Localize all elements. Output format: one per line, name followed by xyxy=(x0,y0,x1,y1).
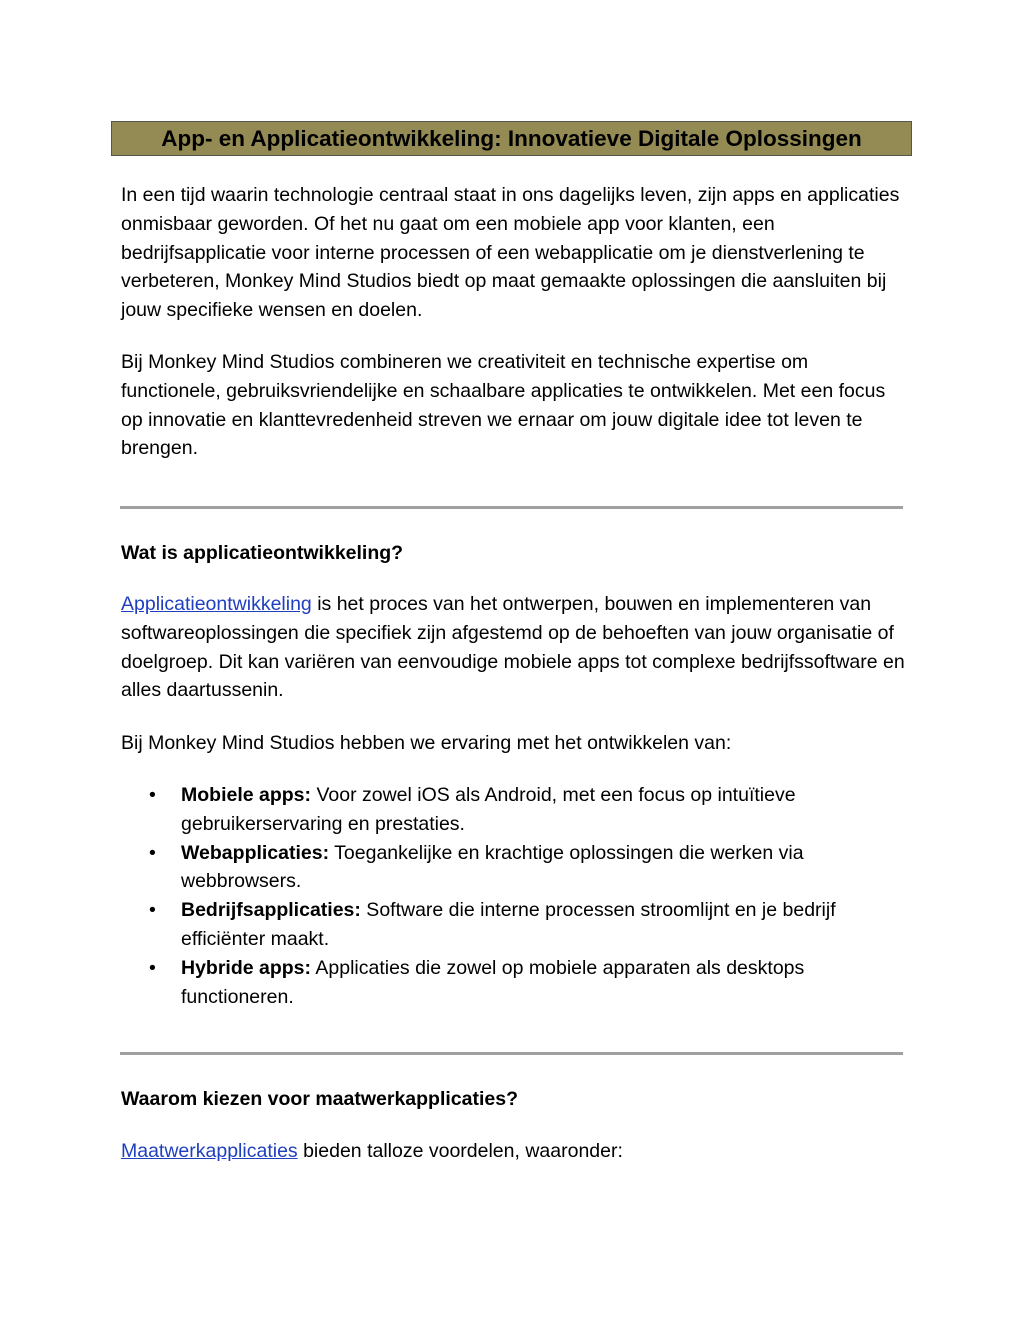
list-item-text: Software die interne processen stroomlijnt en je bedrijf efficiënter maakt. xyxy=(181,899,836,950)
section-heading-why-custom: Waarom kiezen voor maatwerkapplicaties? xyxy=(121,1088,519,1110)
list-item-text: Toegankelijke en krachtige oplossingen die werken via webbrowsers. xyxy=(181,841,804,893)
list-item-label: Hybride apps: xyxy=(181,956,312,979)
applicatieontwikkeling-link[interactable]: Applicatieontwikkeling xyxy=(121,593,312,615)
list-item xyxy=(121,781,911,839)
list-item-text: Applicaties die zowel op mobiele apparaten als desktops functioneren. xyxy=(181,956,805,1008)
bullet-icon: • xyxy=(149,841,156,864)
list-item-label: Webapplicaties: xyxy=(181,841,330,864)
intro-paragraph-2: Bij Monkey Mind Studios combineren we creativiteit en technische expertise om functionele, gebruiksvriendelijke en schaalbare applicaties te ontwikkelen. Met een focus op innovatie en klanttevredenheid streven we ernaar om jouw digitale idee tot leven te brengen. xyxy=(121,351,886,460)
page-title: App- en Applicatieontwikkeling: Innovatieve Digitale Oplossingen xyxy=(161,125,862,151)
title-banner xyxy=(111,121,912,156)
section-heading-what-is: Wat is applicatieontwikkeling? xyxy=(121,542,404,564)
list-item-text: Voor zowel iOS als Android, met een focus op intuïtieve gebruikerservaring en prestaties. xyxy=(181,784,796,835)
section-divider xyxy=(120,506,903,509)
section1-paragraph-1-text: is het proces van het ontwerpen, bouwen en implementeren van softwareoplossingen die specifiek zijn afgestemd op de behoeften van jouw organisatie of doelgroep. Dit kan variëren van eenvoudige mobiele apps tot complexe bedrijfssoftware en alles daartussenin. xyxy=(121,593,905,702)
bullet-icon: • xyxy=(149,899,156,922)
list-item xyxy=(121,896,911,954)
section-divider xyxy=(120,1052,903,1055)
section2-paragraph-1 xyxy=(121,1137,911,1166)
list-item-label: Mobiele apps: xyxy=(181,784,312,806)
list-item xyxy=(121,954,911,1012)
bullet-icon: • xyxy=(149,956,156,979)
section2-paragraph-1-text: bieden talloze voordelen, waaronder: xyxy=(297,1140,623,1162)
bullet-icon: • xyxy=(149,784,156,806)
intro-paragraph-1: In een tijd waarin technologie centraal staat in ons dagelijks leven, zijn apps en applicaties onmisbaar geworden. Of het nu gaat om een mobiele app voor klanten, een bedrijfsapplicatie voor interne processen of een webapplicatie om je dienstverlening te verbeteren, Monkey Mind Studios biedt op maat gemaakte oplossingen die aansluiten bij jouw specifieke wensen en doelen. xyxy=(121,184,900,322)
experience-list xyxy=(121,781,911,1011)
section1-paragraph-1 xyxy=(121,590,911,705)
list-item-label: Bedrijfsapplicaties: xyxy=(181,899,361,922)
maatwerkapplicaties-link[interactable]: Maatwerkapplicaties xyxy=(121,1140,298,1162)
list-item xyxy=(121,839,911,897)
section1-paragraph-2: Bij Monkey Mind Studios hebben we ervaring met het ontwikkelen van: xyxy=(121,732,732,754)
